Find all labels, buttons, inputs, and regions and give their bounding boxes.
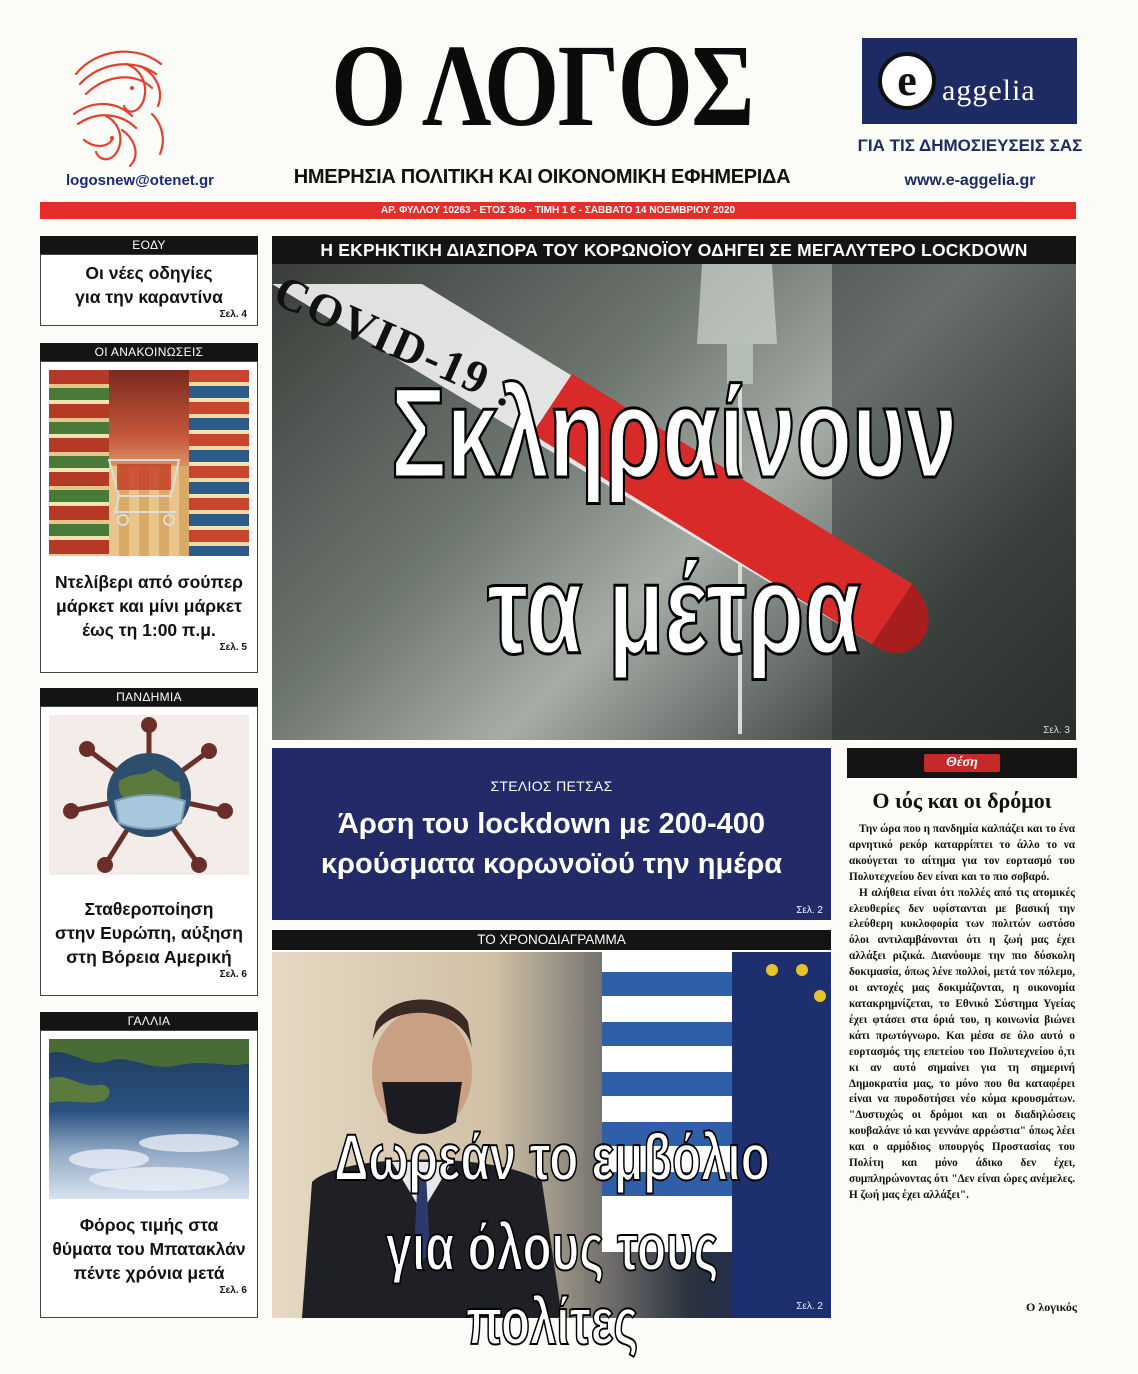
story-card-announcements[interactable]	[40, 361, 258, 673]
story-card-eody[interactable]	[40, 254, 258, 326]
story-title-line: θύματα του Μπατακλάν	[52, 1239, 246, 1259]
e-aggelia-wordmark: aggelia	[942, 74, 1036, 107]
vaccine-headline-line2: για όλους τους πολίτες	[385, 1210, 719, 1358]
story-card-pandemic[interactable]	[40, 706, 258, 996]
section-label-timeline: ΤΟ ΧΡΟΝΟΔΙΑΓΡΑΜΜΑ	[272, 930, 831, 950]
story-title-line: Ντελίβερι από σούπερ	[55, 572, 243, 592]
ad-tagline: ΓΙΑ ΤΙΣ ΔΗΜΟΣΙΕΥΣΕΙΣ ΣΑΣ	[857, 136, 1083, 155]
section-label-announcements: ΟΙ ΑΝΑΚΟΙΝΩΣΕΙΣ	[40, 343, 258, 361]
lead-headline-line1: Σκληραίνουν	[391, 362, 957, 505]
page-reference: Σελ. 4	[219, 309, 247, 320]
section-label-eody: ΕΟΔΥ	[40, 236, 258, 254]
vaccine-story-photo[interactable]	[272, 952, 831, 1358]
page-reference: Σελ. 2	[796, 905, 823, 916]
story-title-line: Σταθεροποίηση	[84, 899, 214, 919]
petsas-story[interactable]	[272, 748, 831, 920]
story-title-line: πέντε χρόνια μετά	[73, 1263, 225, 1283]
virus-globe-mask-photo	[49, 715, 249, 875]
petsas-headline-line2: κρούσματα κορωνοϊού την ημέρα	[320, 848, 783, 880]
opinion-paragraph: Την ώρα που η πανδημία καλπάζει και το ένα αρνητικό ρεκόρ καταρρίπτει το άλλο το να ακούγεται το αίτημα για τον εορτασμό του Πολυτεχνείου δεν είναι και το πιο σοβαρό.	[849, 823, 1075, 883]
page-reference: Σελ. 5	[219, 642, 247, 653]
vaccine-headline-line1: Δωρεάν το εμβόλιο	[334, 1120, 770, 1194]
issue-info-bar: ΑΡ. ΦΥΛΛΟΥ 10263 - ΕΤΟΣ 36ο - ΤΙΜΗ 1 € - ΣΑΒΒΑΤΟ 14 ΝΟΕΜΒΡΙΟΥ 2020	[40, 202, 1076, 219]
page-reference: Σελ. 2	[796, 1301, 823, 1312]
story-title-line: Οι νέες οδηγίες	[85, 263, 213, 283]
opinion-title[interactable]: Ο ιός και οι δρόμοι	[872, 788, 1052, 813]
opinion-body	[849, 822, 1075, 1204]
opinion-header	[847, 748, 1077, 778]
story-title-line: Φόρος τιμής στα	[79, 1215, 219, 1235]
page-reference: Σελ. 6	[219, 969, 247, 980]
page-reference: Σελ. 6	[219, 1285, 247, 1296]
ad-url-link[interactable]: www.e-aggelia.gr	[904, 172, 1036, 189]
story-card-france[interactable]	[40, 1030, 258, 1318]
section-label-pandemic: ΠΑΝΔΗΜΙΑ	[40, 688, 258, 706]
petsas-byline: ΣΤΕΛΙΟΣ ΠΕΤΣΑΣ	[490, 778, 613, 794]
satellite-map-photo	[49, 1039, 249, 1199]
lead-kicker: Η ΕΚΡΗΚΤΙΚΗ ΔΙΑΣΠΟΡΑ ΤΟΥ ΚΟΡΩΝΟΪΟΥ ΟΔΗΓΕΙ ΣΕ ΜΕΓΑΛΥΤΕΡΟ LOCKDOWN	[272, 236, 1076, 264]
page-reference: Σελ. 3	[1043, 725, 1070, 736]
lead-story-photo[interactable]	[266, 264, 1076, 740]
supermarket-cart-photo	[49, 370, 249, 556]
covid-tag: COVID-19 :	[266, 264, 527, 418]
story-title-line: έως τη 1:00 π.μ.	[82, 620, 216, 640]
contact-email[interactable]: logosnew@otenet.gr	[66, 172, 214, 189]
story-title-line: για την καραντίνα	[75, 287, 223, 307]
newspaper-logo-figures	[66, 44, 186, 172]
opinion-signature: Ο λογικός	[1026, 1300, 1077, 1314]
story-title-line: στην Ευρώπη, αύξηση	[55, 923, 243, 943]
opinion-label: Θέση	[924, 754, 1000, 772]
story-title-line: στη Βόρεια Αμερική	[66, 947, 232, 967]
opinion-paragraph: Η αλήθεια είναι ότι πολλές από τις ατομικές ελευθερίες δεν υφίστανται με βασική την ελεύθερη κυκλοφορία των πολιτών ωστόσο όλοι αντιλαμβάνονται ότι η ζωή μας έχει αλλάξει ριζικά. Διανύουμε την πιο δύσκολη δοκιμασία, όπως λένε πολλοί, μετά τον πόλεμο, οι αντοχές μας δοκιμάζονται, η οικονομία κατακρημνίζεται, το Εθνικό Σύστημα Υγείας έχει φτάσει στα όριά του, η κοινωνία βιώνει κάτι πρωτόγνωρο. Και μέσα σε όλο αυτό ο εορτασμός της επετείου του Πολυτεχνείου ό,τι κι αν αυτό σημαίνει για τη σημερινή Δημοκρατία μας, το μόνο που θα καταφέρει είναι να πυροδοτήσει νέο κύμα κρουσμάτων. "Δυστυχώς οι δρόμοι και οι διαδηλώσεις κουβαλάνε ιό και γεννάνε αρρώστια" όπως λέει και ο αρμόδιος υπουργός Προστασίας του Πολίτη και μόνο άδικο δεν έχει, συμπληρώνοντας ότι "Δεν είναι ώρες ανέμελες. Η ζωή μας έχει αλλάξει".	[849, 886, 1075, 1201]
section-label-france: ΓΑΛΛΙΑ	[40, 1012, 258, 1030]
e-aggelia-logo-icon: e	[878, 52, 936, 110]
masthead-title: Ο ΛΟΓΟΣ	[331, 20, 753, 151]
story-title-line: μάρκετ και μίνι μάρκετ	[56, 596, 242, 616]
masthead-subtitle: ΗΜΕΡΗΣΙΑ ΠΟΛΙΤΙΚΗ ΚΑΙ ΟΙΚΟΝΟΜΙΚΗ ΕΦΗΜΕΡΙΔΑ	[293, 166, 791, 188]
e-aggelia-ad[interactable]	[862, 38, 1077, 124]
petsas-headline-line1: Άρση του lockdown με 200-400	[337, 808, 766, 840]
lead-headline-line2: τα μέτρα	[487, 538, 861, 681]
